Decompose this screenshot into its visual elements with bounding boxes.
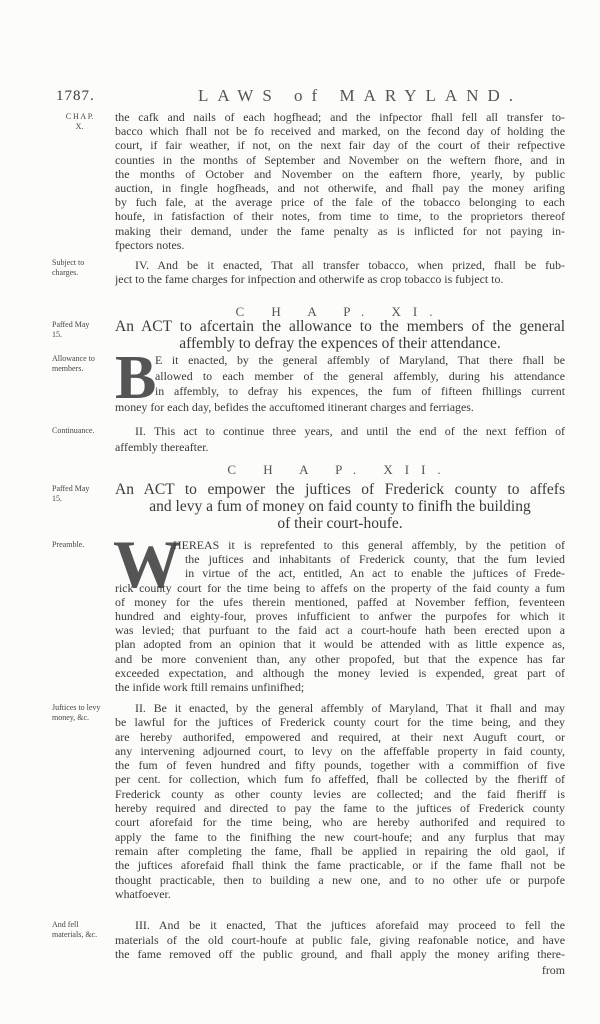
running-title: LAWS of MARYLAND. bbox=[198, 86, 522, 105]
text-line: hereby required and directed to pay the fame to the juftices of Frederick county bbox=[115, 801, 565, 816]
title-line: of their court-houfe. bbox=[277, 515, 403, 532]
text-line: the months of October and November on the eaftern fhore, yearly, by public bbox=[115, 166, 565, 181]
margin-note-passed: Paffed May 15. bbox=[52, 484, 90, 503]
text-line: bacco which fhall not be fo received and marked, on the fecond day of holding the bbox=[115, 124, 565, 139]
text-line: the fame removed off the public ground, and fhall apply the money arifing there- bbox=[115, 947, 565, 961]
text-line: are hereby authorifed, empowered and required, at their next Auguft court, or bbox=[115, 729, 565, 744]
text-line: thought practicable, then to building a new one, and to no other ufe or purpofe bbox=[115, 872, 565, 887]
text-line: affembly thereafter. bbox=[115, 439, 209, 454]
text-line: per cent. for collection, which fum fo affeffed, fhall be collected by the fheriff of bbox=[115, 772, 565, 787]
text-line: exceeded expectation, and although the money levied is expended, great part of bbox=[115, 665, 565, 680]
text-line: plan adopted from an opinion that it would be attended with as little expence as, bbox=[115, 637, 565, 652]
margin-note-preamble: Preamble. bbox=[52, 540, 85, 549]
text-line: rick county court for the time being to affefs on the property of the faid county a fum bbox=[115, 580, 565, 595]
text-line: III. And be it enacted, That the juftices aforefaid may proceed to fell the bbox=[135, 918, 565, 932]
text-line: by fuch fale, at the average price of the fale of the tobacco belonging to each bbox=[115, 195, 565, 210]
title-line: affembly to defray the expences of their attendance. bbox=[179, 335, 501, 352]
title-line: An ACT to empower the juftices of Frederick county to affefs bbox=[115, 481, 565, 498]
text-line: Frederick county as other county levies are collected; and the faid fheriff is bbox=[115, 786, 565, 801]
text-line: court, if fair weather, if not, on the next fair day of the court of their refpective bbox=[115, 138, 565, 153]
text-line: hundred and eighty-four, proves infufficient to anfwer the purpofes for which it bbox=[115, 608, 565, 623]
text-line: whatfoever. bbox=[115, 886, 171, 901]
text-line: fpectors notes. bbox=[115, 237, 185, 252]
text-line: of money for the ufes therein mentioned, paffed at November feffion, feventeen bbox=[115, 594, 565, 609]
text-line: and be more convenient than, any other propofed, but that the expence has far bbox=[115, 651, 565, 666]
text-line: the juftices and inhabitants of Frederick county, that the fum levied bbox=[185, 552, 565, 567]
drop-cap-b: B bbox=[115, 344, 157, 412]
margin-note-allowance: Allowance to members. bbox=[52, 354, 95, 373]
margin-note-continuance: Continuance. bbox=[52, 426, 95, 435]
text-line: apply the fame to the finifhing the new court-houfe; and any furplus that may bbox=[115, 829, 565, 844]
page-year: 1787. bbox=[56, 88, 95, 104]
margin-note-sell-materials: And fell materials, &c. bbox=[52, 920, 98, 939]
text-line: E it enacted, by the general affembly of Maryland, That there fhall be bbox=[155, 353, 565, 367]
section-4-text bbox=[115, 258, 565, 287]
chapter-12-section-2-text bbox=[115, 701, 565, 901]
text-line: allowed to each member of the general affembly, during his attendance bbox=[155, 368, 565, 383]
text-line: in affembly, to defray his expences, the fum of fifteen fhillings current bbox=[155, 384, 565, 399]
catchword: from bbox=[541, 963, 565, 977]
text-line: houfe, in fatisfaction of their notes, from time to time, to the proprietors thereof bbox=[115, 209, 565, 224]
chapter-11-title bbox=[115, 318, 565, 352]
margin-chapter-label bbox=[52, 112, 107, 132]
chapter-11-heading: C H A P. XI. bbox=[235, 304, 445, 319]
text-line: HEREAS it is reprefented to this general affembly, by the petition of bbox=[173, 538, 565, 552]
text-line: auction, in fingle hogfheads, and not otherwife, and fhall pay the money arifing bbox=[115, 180, 565, 195]
text-line: money for each day, befides the accuftomed itinerant charges and ferriages. bbox=[115, 399, 474, 414]
chapter-11-section-2-text bbox=[115, 424, 565, 455]
chapter-11-section-1-text bbox=[115, 353, 565, 415]
text-line: remain after completing the fame, fhall be applied in repairing the old gaol, if bbox=[115, 843, 565, 858]
margin-note-subject-to-charges: Subject to charges. bbox=[52, 258, 85, 277]
chapter-12-section-3-text bbox=[115, 918, 565, 962]
margin-note-passed: Paffed May 15. bbox=[52, 320, 90, 339]
text-line: be lawful for the juftices of Frederick county court for the time being, and they bbox=[115, 715, 565, 730]
text-line: making their demand, under the fame penalty as is inflicted for not paying in- bbox=[115, 223, 565, 238]
margin-note-justices-levy: Juftices to levy money, &c. bbox=[52, 703, 101, 722]
text-line: court aforefaid for the time being, who are hereby authorifed and required to bbox=[115, 815, 565, 830]
chapter-12-heading: C H A P. XII. bbox=[227, 462, 453, 477]
text-line: in virtue of the act, entitled, An act to enable the juftices of Frede- bbox=[185, 566, 565, 581]
text-line: II. Be it enacted, by the general affembly of Maryland, That it fhall and may bbox=[135, 701, 565, 715]
text-line: any intervening adjourned court, to levy on the affeffable property in faid county, bbox=[115, 743, 565, 758]
preamble-text bbox=[113, 526, 565, 694]
text-line: was levied; that purfuant to the faid act a court-houfe hath been erected upon a bbox=[115, 623, 565, 638]
text-line: ject to the fame charges for infpection and otherwife as crop tobacco is fubject to. bbox=[115, 272, 504, 287]
margin-chap-number: X. bbox=[75, 122, 84, 131]
margin-chap: C H A P. bbox=[65, 112, 94, 121]
chapter-12-title bbox=[115, 481, 565, 532]
text-line: the infide work ftill remains unfinifhed; bbox=[115, 679, 305, 694]
drop-cap-w: W bbox=[113, 526, 181, 602]
text-line: materials of the old court-houfe at public fale, giving reafonable notice, and have bbox=[115, 932, 565, 947]
text-line: II. This act to continue three years, and until the end of the next feffion of bbox=[135, 424, 565, 438]
text-line: the fum of feven hundred and fifty pounds, together with a commiffion of five bbox=[115, 758, 565, 773]
chapter-10-text bbox=[115, 110, 565, 252]
title-line: and levy a fum of money on faid county to finifh the building bbox=[149, 498, 531, 515]
text-line: the juftices aforefaid fhall think the fame practicable, or if the fame fhall not be bbox=[115, 858, 565, 873]
title-line: An ACT to afcertain the allowance to the members of the general bbox=[115, 318, 565, 335]
text-line: the cafk and nails of each hogfhead; and the infpector fhall fell all transfer to- bbox=[115, 110, 565, 124]
text-line: IV. And be it enacted, That all transfer tobacco, when prized, fhall be fub- bbox=[135, 258, 565, 272]
text-line: counties in the months of September and November on the weftern fhore, and in bbox=[115, 152, 565, 167]
